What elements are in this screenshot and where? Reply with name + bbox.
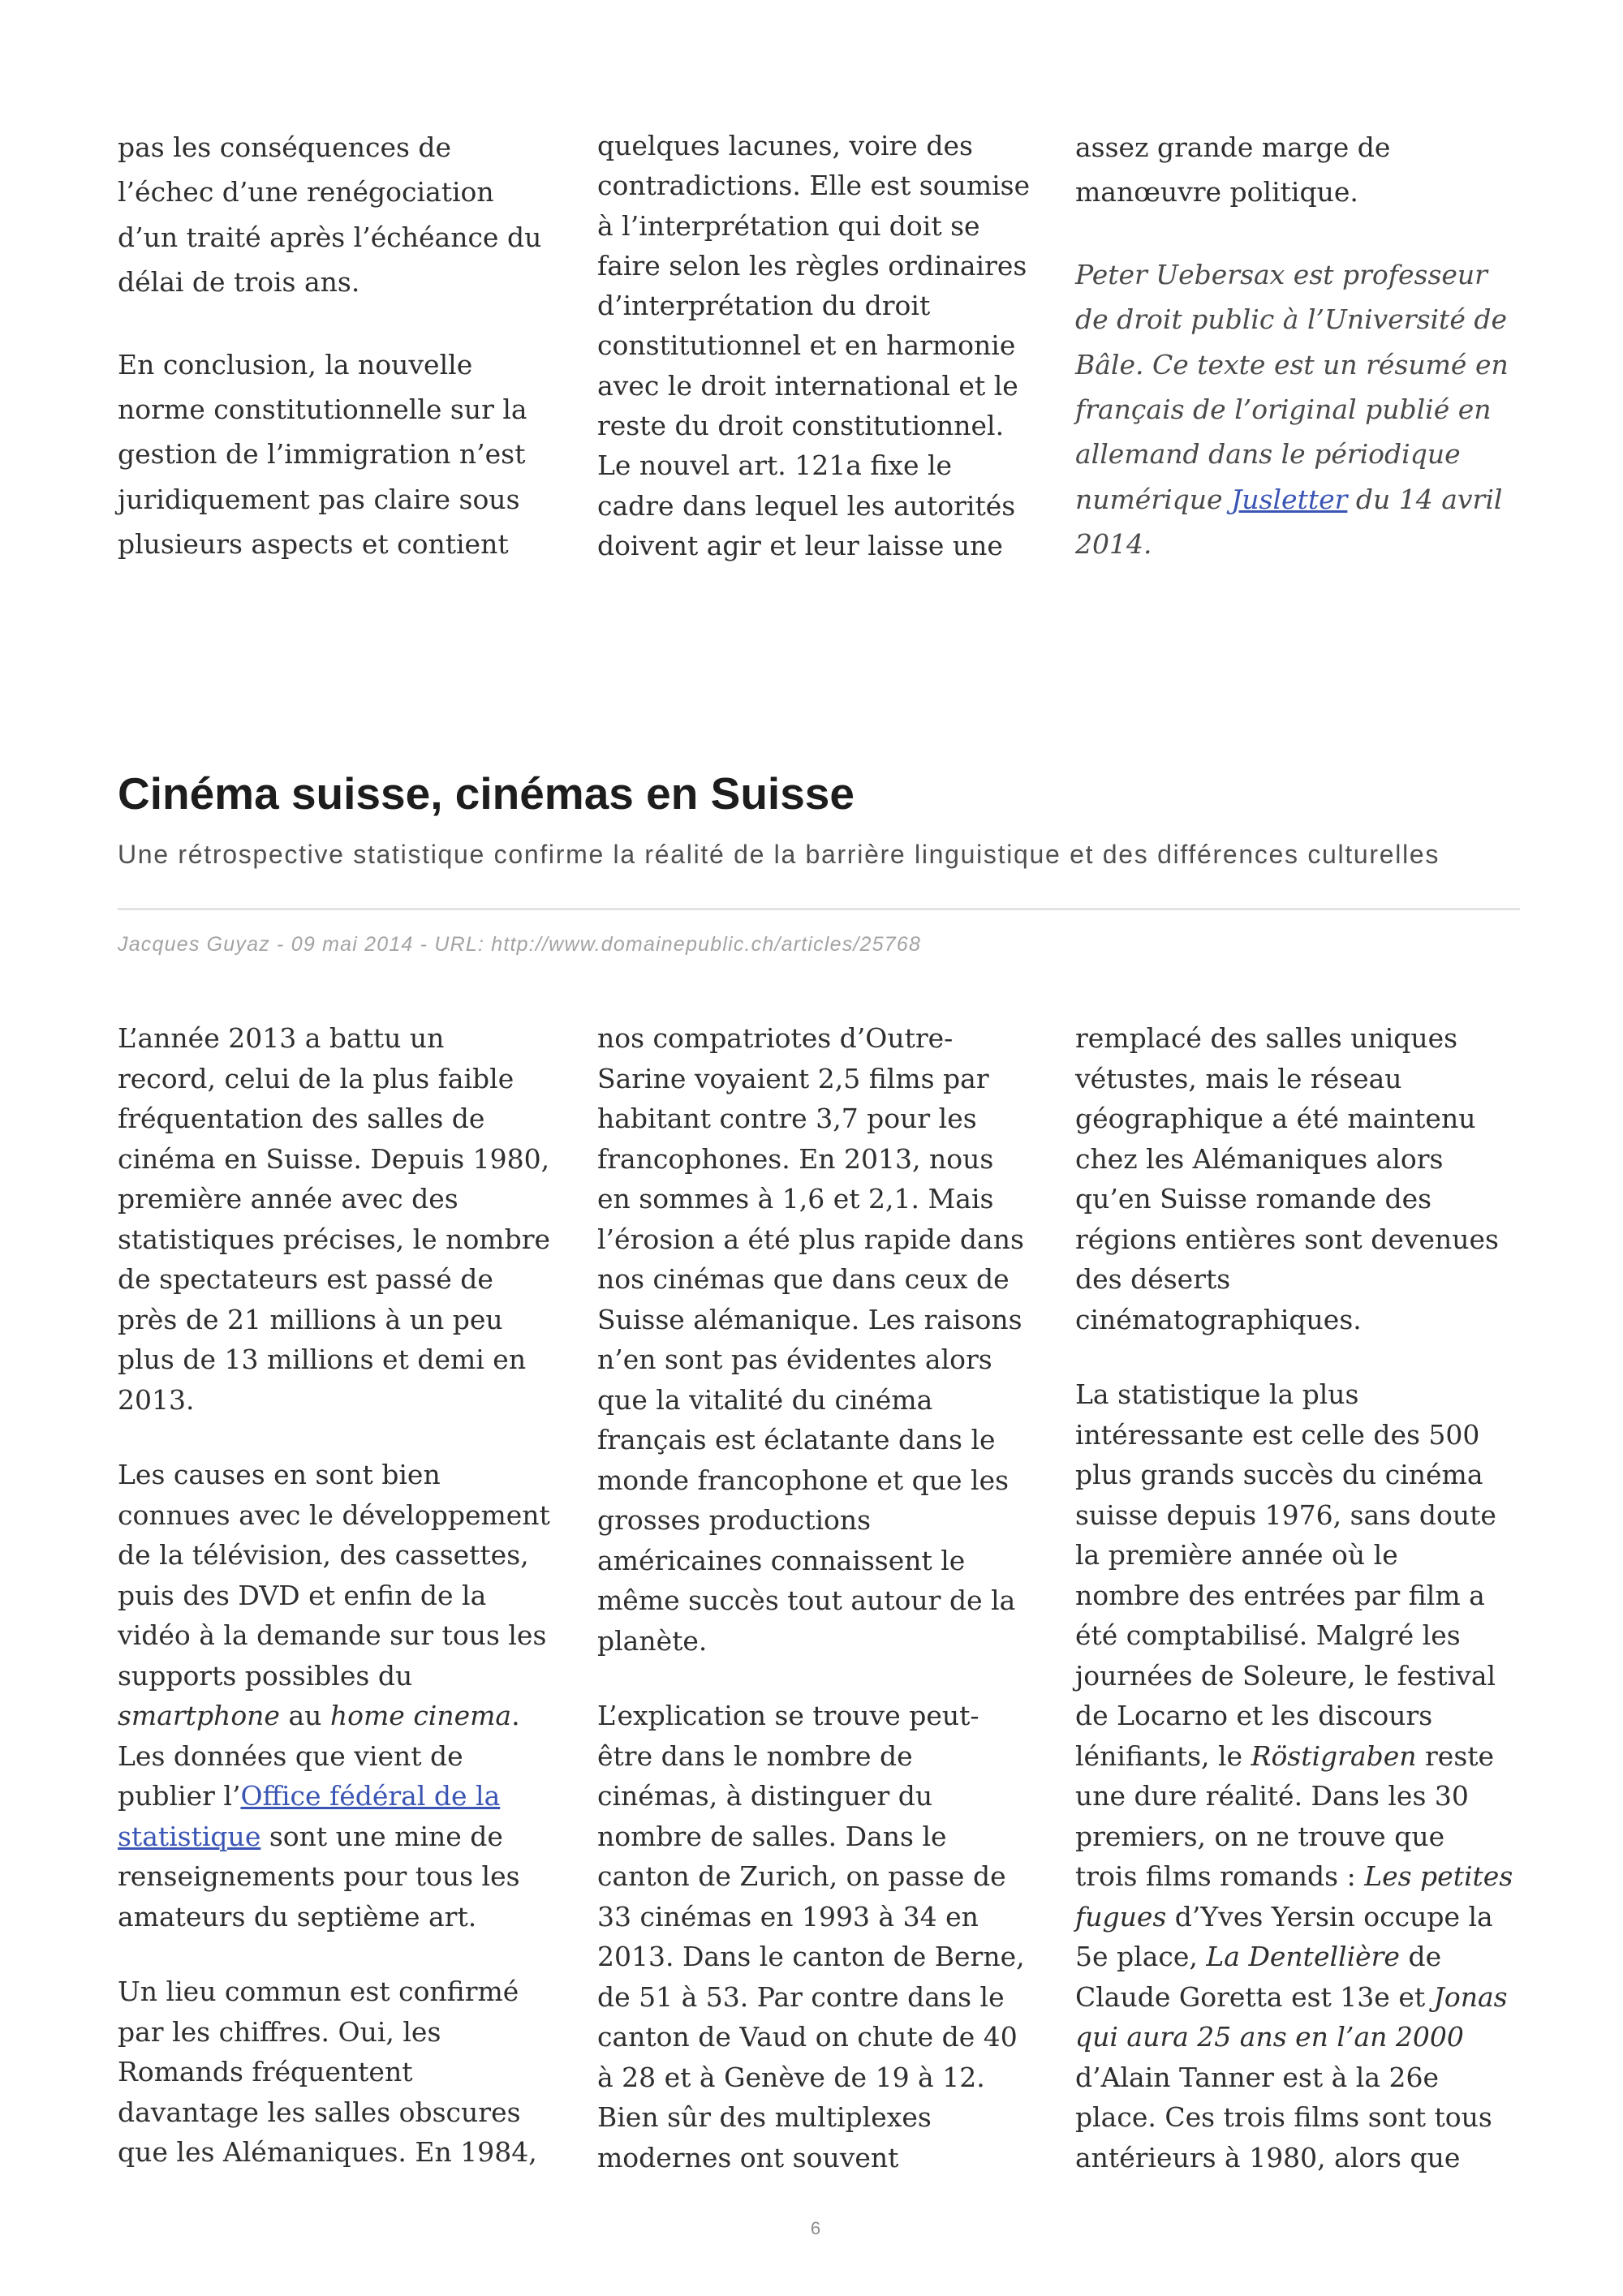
text-line: remplacé des salles uniques: [1075, 1022, 1458, 1054]
text-line: fréquentation des salles de: [118, 1103, 485, 1134]
text-line: [118, 1817, 562, 1857]
text-line: Suisse alémanique. Les raisons: [597, 1303, 1022, 1335]
text-segment: publier l’: [118, 1780, 241, 1812]
text-line: faire selon les règles ordinaires: [597, 249, 1027, 282]
text-line: doivent agir et leur laisse une: [597, 529, 1003, 561]
emphasis-text: home cinema: [329, 1700, 512, 1731]
text-line: [1075, 1937, 1520, 1977]
text-line: 33 cinémas en 1993 à 34 en: [597, 1900, 979, 1933]
text-line: puis des DVD et enfin de la: [118, 1579, 487, 1611]
text-line: de Locarno et les discours: [1075, 1700, 1433, 1731]
text-line: premiers, on ne trouve que: [1075, 1820, 1445, 1852]
text-line: des déserts: [1075, 1263, 1231, 1295]
paragraph: [1075, 125, 1520, 215]
text-line: supports possibles du: [118, 1659, 413, 1692]
text-line: été comptabilisé. Malgré les: [1075, 1619, 1461, 1651]
text-line: canton de Zurich, on passe de: [597, 1860, 1006, 1892]
text-line: allemand dans le périodique: [1075, 438, 1461, 471]
text-line: [1075, 1736, 1520, 1777]
text-line: [1075, 1897, 1520, 1937]
text-line: Un lieu commun est confirmé: [118, 1976, 519, 2007]
text-line: cadre dans lequel les autorités: [597, 489, 1016, 522]
text-line: francophones. En 2013, nous: [597, 1142, 994, 1175]
text-line: [1075, 1856, 1520, 1897]
text-line: cinématographiques.: [1075, 1303, 1362, 1335]
article-title: Cinéma suisse, cinémas en Suisse: [118, 768, 855, 819]
text-segment: lénifiants, le: [1075, 1739, 1251, 1772]
text-line: [118, 1776, 562, 1817]
text-line: journées de Soleure, le festival: [1075, 1659, 1496, 1692]
text-line: à 28 et à Genève de 19 à 12.: [597, 2061, 985, 2093]
text-line: d’Alain Tanner est à la 26e: [1075, 2061, 1440, 2093]
paragraph: [118, 1455, 562, 1937]
text-line: reste du droit constitutionnel.: [597, 410, 1005, 442]
text-line: nos cinémas que dans ceux de: [597, 1263, 1010, 1295]
emphasis-text: Les petites: [1364, 1860, 1513, 1892]
text-line: une dure réalité. Dans les 30: [1075, 1780, 1469, 1812]
text-line: à l’interprétation qui doit se: [597, 209, 980, 242]
text-segment: du 14 avril: [1347, 483, 1503, 515]
text-line: planète.: [597, 1624, 708, 1657]
text-line: intéressante est celle des 500: [1075, 1418, 1480, 1451]
emphasis-text: La Dentellière: [1206, 1941, 1400, 1972]
text-line: délai de trois ans.: [118, 265, 360, 298]
paragraph: [597, 1696, 1042, 2178]
text-line: la première année où le: [1075, 1539, 1398, 1571]
text-line: canton de Vaud on chute de 40: [597, 2021, 1018, 2053]
text-line: que la vitalité du cinéma: [597, 1383, 933, 1416]
text-line: l’échec d’une renégociation: [118, 176, 494, 209]
text-line: connues avec le développement: [118, 1498, 550, 1531]
text-segment: reste: [1416, 1739, 1495, 1772]
text-segment: sont une mine de: [260, 1820, 503, 1852]
text-segment: au: [279, 1700, 330, 1731]
text-segment: de: [1399, 1941, 1442, 1972]
text-segment: numérique: [1075, 483, 1232, 515]
text-line: 2013. Dans le canton de Berne,: [597, 1941, 1025, 1972]
text-line: d’un traité après l’échéance du: [118, 221, 542, 253]
text-line: plus grands succès du cinéma: [1075, 1459, 1483, 1490]
text-line: L’explication se trouve peut-: [597, 1700, 979, 1731]
text-line: suisse depuis 1976, sans doute: [1075, 1498, 1496, 1531]
paragraph: [1075, 1374, 1520, 2178]
text-line: Peter Uebersax est professeur: [1075, 259, 1487, 291]
text-line: monde francophone et que les: [597, 1464, 1010, 1496]
emphasis-text: fugues: [1075, 1900, 1167, 1933]
text-line: de 51 à 53. Par contre dans le: [597, 1980, 1005, 2013]
text-line: habitant contre 3,7 pour les: [597, 1103, 977, 1134]
article-column-3: [1075, 1018, 1520, 2178]
text-line: [118, 1696, 562, 1736]
paragraph: [118, 1018, 562, 1420]
text-line: de spectateurs est passé de: [118, 1263, 493, 1295]
text-line: cinéma en Suisse. Depuis 1980,: [118, 1142, 550, 1175]
text-line: place. Ces trois films sont tous: [1075, 2101, 1492, 2133]
text-line: En conclusion, la nouvelle: [118, 348, 473, 381]
text-line: grosses productions: [597, 1504, 872, 1536]
text-line: être dans le nombre de: [597, 1739, 913, 1772]
text-line: manœuvre politique.: [1075, 176, 1358, 209]
text-line: américaines connaissent le: [597, 1544, 966, 1576]
emphasis-text: smartphone: [118, 1700, 280, 1731]
text-line: amateurs du septième art.: [118, 1900, 477, 1933]
text-line: Bâle. Ce texte est un résumé en: [1075, 348, 1509, 381]
text-line: l’érosion a été plus rapide dans: [597, 1223, 1024, 1255]
text-line: plus de 13 millions et demi en: [118, 1344, 527, 1375]
text-segment: 5e place,: [1075, 1941, 1207, 1972]
text-line: constitutionnel et en harmonie: [597, 329, 1016, 362]
text-line: renseignements pour tous les: [118, 1860, 520, 1892]
hyperlink[interactable]: Office fédéral de la: [240, 1780, 501, 1812]
text-line: en sommes à 1,6 et 2,1. Mais: [597, 1183, 994, 1215]
text-line: avec le droit international et le: [597, 369, 1018, 402]
text-line: de droit public à l’Université de: [1075, 303, 1507, 336]
text-line: de la télévision, des cassettes,: [118, 1539, 529, 1571]
text-line: n’en sont pas évidentes alors: [597, 1344, 992, 1375]
text-line: record, celui de la plus faible: [118, 1062, 514, 1094]
text-line: par les chiffres. Oui, les: [118, 2015, 441, 2048]
hyperlink[interactable]: statistique: [118, 1820, 261, 1852]
text-line: norme constitutionnelle sur la: [118, 393, 527, 425]
text-line: qu’en Suisse romande des: [1075, 1183, 1432, 1215]
previous-article-column-2: [597, 126, 1042, 565]
text-line: français de l’original publié en: [1075, 393, 1492, 425]
text-line: Sarine voyaient 2,5 films par: [597, 1062, 989, 1094]
text-line: vidéo à la demande sur tous les: [118, 1619, 547, 1651]
text-line: cinémas, à distinguer du: [597, 1780, 933, 1812]
emphasis-text: Jonas: [1433, 1980, 1508, 2013]
text-line: pas les conséquences de: [118, 131, 452, 163]
title-divider: [118, 908, 1520, 910]
previous-article-column-3: [1075, 125, 1520, 566]
text-line: antérieurs à 1980, alors que: [1075, 2141, 1461, 2173]
article-column-1: [118, 1018, 562, 2173]
text-line: La statistique la plus: [1075, 1378, 1359, 1410]
text-line: quelques lacunes, voire des: [597, 130, 973, 161]
text-line: même succès tout autour de la: [597, 1584, 1016, 1616]
paragraph: [118, 125, 562, 304]
paragraph: [597, 126, 1042, 565]
paragraph: [597, 1018, 1042, 1661]
text-line: davantage les salles obscures: [118, 2096, 521, 2128]
article-byline: Jacques Guyaz - 09 mai 2014 - URL: http://www.domainepublic.ch/articles/25768: [118, 933, 922, 956]
text-line: plusieurs aspects et contient: [118, 527, 509, 560]
text-line: [1075, 2017, 1520, 2057]
text-line: Le nouvel art. 121a fixe le: [597, 449, 953, 482]
text-line: d’interprétation du droit: [597, 290, 931, 322]
text-segment: d’Yves Yersin occupe la: [1166, 1900, 1493, 1933]
text-line: Les causes en sont bien: [118, 1459, 441, 1490]
text-line: assez grande marge de: [1075, 131, 1391, 163]
text-segment: Claude Goretta est 13e et: [1075, 1980, 1434, 2013]
page-number: 6: [810, 2218, 821, 2238]
hyperlink[interactable]: Jusletter: [1231, 483, 1348, 515]
text-line: près de 21 millions à un peu: [118, 1303, 503, 1335]
text-line: statistiques précises, le nombre: [118, 1223, 551, 1255]
text-line: nombre des entrées par film a: [1075, 1579, 1485, 1611]
text-line: régions entières sont devenues: [1075, 1223, 1499, 1255]
text-line: première année avec des: [118, 1183, 458, 1215]
emphasis-text: Röstigraben: [1251, 1739, 1417, 1772]
text-line: Bien sûr des multiplexes: [597, 2101, 932, 2133]
text-segment: .: [511, 1700, 520, 1731]
paragraph: [1075, 1018, 1520, 1339]
text-line: [1075, 477, 1520, 522]
text-line: 2014.: [1075, 527, 1152, 560]
text-line: 2013.: [118, 1383, 195, 1416]
text-line: L’année 2013 a battu un: [118, 1022, 445, 1054]
previous-article-column-1: [118, 125, 562, 566]
text-line: Romands fréquentent: [118, 2056, 413, 2087]
author-note: [1075, 252, 1520, 566]
text-segment: trois films romands :: [1075, 1860, 1365, 1892]
text-line: [1075, 1977, 1520, 2018]
article-subtitle: Une rétrospective statistique confirme la réalité de la barrière linguistique et des différences culturelles: [118, 840, 1440, 869]
text-line: Les données que vient de: [118, 1739, 463, 1772]
text-line: français est éclatante dans le: [597, 1424, 996, 1455]
text-line: contradictions. Elle est soumise: [597, 170, 1031, 202]
text-line: nos compatriotes d’Outre-: [597, 1022, 954, 1054]
text-line: modernes ont souvent: [597, 2141, 899, 2173]
text-line: géographique a été maintenu: [1075, 1103, 1476, 1134]
paragraph: [118, 1971, 562, 2173]
paragraph: [118, 342, 562, 566]
emphasis-text: qui aura 25 ans en l’an 2000: [1075, 2021, 1464, 2053]
text-line: juridiquement pas claire sous: [118, 483, 520, 515]
text-line: gestion de l’immigration n’est: [118, 438, 526, 471]
text-line: chez les Alémaniques alors: [1075, 1142, 1444, 1175]
article-column-2: [597, 1018, 1042, 2178]
text-line: vétustes, mais le réseau: [1075, 1062, 1402, 1094]
text-line: que les Alémaniques. En 1984,: [118, 2136, 537, 2168]
text-line: nombre de salles. Dans le: [597, 1820, 947, 1852]
